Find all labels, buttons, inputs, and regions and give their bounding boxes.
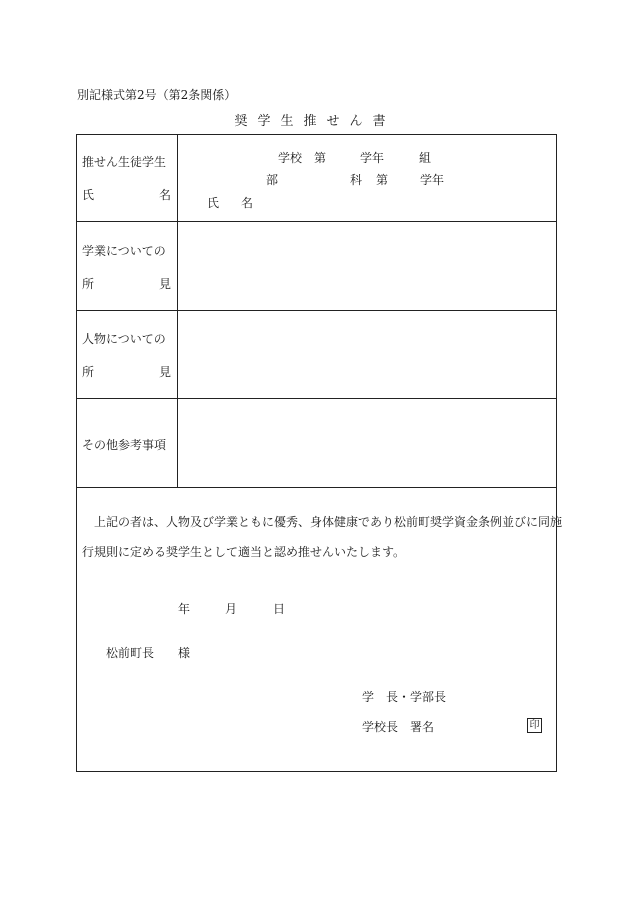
character-label-ken: 見 xyxy=(159,365,172,379)
row-divider xyxy=(76,310,557,311)
certification-text-line1: 上記の者は、人物及び学業ともに優秀、身体健康であり松前町奨学資金条例並びに同施 xyxy=(94,515,563,529)
course-text: 科 xyxy=(350,173,363,187)
department-text: 部 xyxy=(266,173,279,187)
document-title: 奨学生推せん書 xyxy=(234,114,396,129)
student-name-label-mei: 名 xyxy=(159,188,172,202)
date-year: 年 xyxy=(178,602,191,616)
dai-text-2: 第 xyxy=(376,173,389,187)
date-day: 日 xyxy=(273,602,286,616)
other-notes-label: その他参考事項 xyxy=(82,438,167,452)
row-divider xyxy=(76,221,557,222)
student-label: 推せん生徒学生 xyxy=(82,155,167,169)
grade-text-2: 学年 xyxy=(420,173,445,187)
character-label: 人物についての xyxy=(82,332,166,346)
school-text: 学校 xyxy=(278,151,303,165)
seal-mark: 印 xyxy=(527,718,542,733)
name-shi-text: 氏 xyxy=(207,196,220,210)
dai-text: 第 xyxy=(314,151,327,165)
academic-label-ken: 見 xyxy=(159,277,172,291)
signatory-title: 学 長・学部長 xyxy=(362,690,447,704)
addressee: 松前町長 xyxy=(106,646,155,660)
form-frame xyxy=(76,134,557,772)
name-mei-text: 名 xyxy=(241,196,254,210)
character-label-sho: 所 xyxy=(82,365,95,379)
academic-label-sho: 所 xyxy=(82,277,95,291)
student-name-label-shi: 氏 xyxy=(82,188,95,202)
grade-text: 学年 xyxy=(360,151,385,165)
row-divider xyxy=(76,487,557,488)
signature-label: 署名 xyxy=(410,720,435,734)
date-month: 月 xyxy=(225,602,238,616)
row-divider xyxy=(76,398,557,399)
form-number-label: 別記様式第2号（第2条関係） xyxy=(77,88,237,102)
academic-label: 学業についての xyxy=(82,244,166,258)
certification-text-line2: 行規則に定める奨学生として適当と認め推せんいたします。 xyxy=(82,545,406,559)
principal-label: 学校長 xyxy=(362,720,399,734)
column-divider xyxy=(177,134,178,487)
class-text: 組 xyxy=(419,151,432,165)
addressee-honorific: 様 xyxy=(178,646,191,660)
